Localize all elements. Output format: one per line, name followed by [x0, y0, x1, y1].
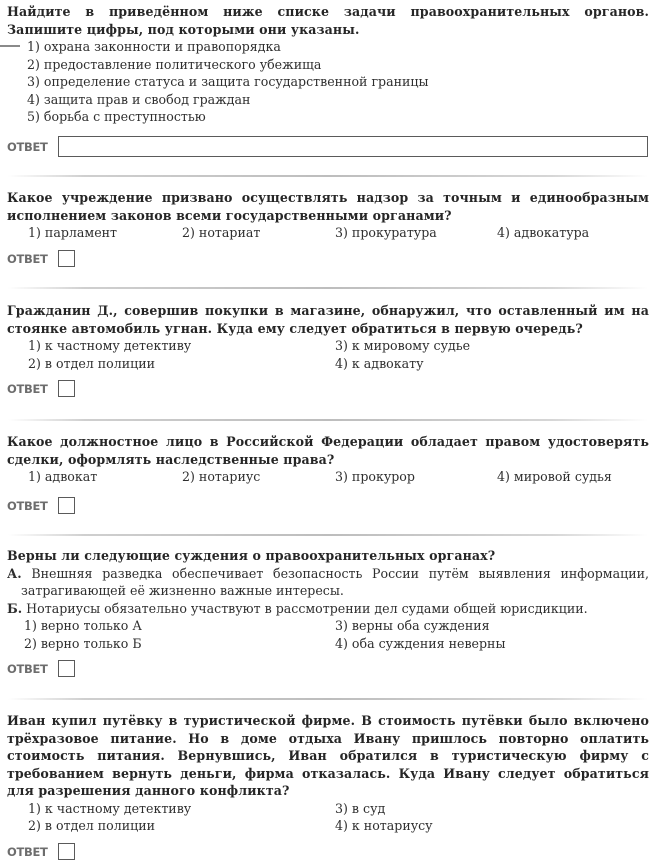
- option-1: 1) к частному детективу: [28, 800, 192, 816]
- options-row: [7, 468, 649, 486]
- answer-input-box[interactable]: [58, 250, 75, 267]
- task-4: [7, 433, 649, 486]
- option-1: 1) верно только А: [24, 618, 142, 633]
- option-2: 2) предоставление политического убежища: [27, 56, 322, 72]
- question-text: Иван купил путёвку в туристической фирме. В стоимость путёвки было включено трёхразовое питание. Но в доме отдыха Ивану пришлось повторно оплатить стоимость питания. Вернувшись, Иван обратился в туристическую фирму с требованием вернуть деньги, фирма отказалась. Куда Ивану следует обратиться для разрешения данного конфликта?: [7, 713, 649, 798]
- option-4: 4) мировой судья: [497, 469, 612, 484]
- option-4: 4) к адвокату: [335, 355, 424, 371]
- task-5: [7, 547, 649, 652]
- option-2: 2) нотариат: [182, 225, 261, 240]
- option-2: 2) в отдел полиции: [28, 818, 156, 833]
- answer-input-box[interactable]: [58, 843, 75, 860]
- answer-label: ОТВЕТ: [7, 251, 48, 266]
- option-4: 4) оба суждения неверны: [335, 635, 506, 651]
- options-row: [7, 224, 649, 242]
- option-3: 3) прокуратура: [335, 225, 437, 240]
- option-1: 1) к частному детективу: [28, 338, 192, 353]
- answer-label: ОТВЕТ: [7, 661, 48, 676]
- option-2: 2) в отдел полиции: [28, 355, 156, 371]
- option-5: 5) борьба с преступностью: [27, 109, 206, 124]
- statement-text: Внешняя разведка обеспечивает безопасность России путём выявления информации, затрагивающей её жизненно важные интересы.: [21, 565, 649, 598]
- option-3: 3) определение статуса и защита государственной границы: [27, 74, 429, 89]
- question-text: Какое учреждение призвано осуществлять надзор за точным и единообразным исполнением законов всеми государственными органами?: [7, 190, 649, 223]
- section-divider: [8, 419, 648, 421]
- answer-label: ОТВЕТ: [7, 381, 48, 396]
- options-grid: [7, 617, 649, 652]
- option-1: 1) парламент: [28, 225, 118, 240]
- question-text: Гражданин Д., совершив покупки в магазине, обнаружил, что оставленный им на стоянке автомобиль угнан. Куда ему следует обратиться в первую очередь?: [7, 303, 649, 336]
- answer-row-2: [7, 250, 75, 267]
- section-divider: [8, 287, 648, 289]
- answer-row-4: [7, 497, 75, 514]
- question-text: Какое должностное лицо в Российской Федерации обладает правом удостоверять сделки, оформлять наследственные права?: [7, 434, 649, 467]
- task-1: [7, 3, 649, 126]
- section-divider: [8, 698, 648, 700]
- option-1: 1) адвокат: [28, 469, 98, 484]
- option-2: 2) нотариус: [182, 469, 261, 484]
- answer-row-1: [7, 136, 648, 157]
- statement-mark: А.: [7, 565, 22, 581]
- option-4: 4) к нотариусу: [335, 818, 433, 833]
- answer-row-5: [7, 660, 75, 677]
- answer-label: ОТВЕТ: [7, 498, 48, 513]
- option-3: 3) к мировому судье: [335, 338, 471, 353]
- section-divider: [8, 175, 648, 177]
- option-3: 3) прокурор: [335, 469, 415, 484]
- answer-row-3: [7, 380, 75, 397]
- options-grid: [7, 337, 649, 372]
- task-6: [7, 712, 649, 835]
- question-text: Найдите в приведённом ниже списке задачи правоохранительных органов. Запишите цифры, под которыми они указаны.: [7, 4, 649, 37]
- option-4: 4) адвокатура: [497, 225, 590, 240]
- answer-label: ОТВЕТ: [7, 139, 48, 154]
- options-grid: [7, 800, 649, 835]
- statement-text: Нотариусы обязательно участвуют в рассмотрении дел судами общей юрисдикции.: [26, 600, 588, 616]
- statement-mark: Б.: [7, 600, 23, 616]
- answer-label: ОТВЕТ: [7, 844, 48, 859]
- answer-input-box[interactable]: [58, 380, 75, 397]
- section-divider: [8, 534, 648, 536]
- option-1: 1) охрана законности и правопорядка: [27, 39, 281, 54]
- answer-input-box[interactable]: [58, 660, 75, 677]
- option-2: 2) верно только Б: [24, 635, 142, 651]
- option-3: 3) в суд: [335, 800, 386, 816]
- statement-b: [7, 600, 649, 618]
- answer-input-box[interactable]: [58, 497, 75, 514]
- answer-row-6: [7, 843, 75, 860]
- option-4: 4) защита прав и свобод граждан: [27, 91, 251, 107]
- task-3: [7, 302, 649, 372]
- answer-input-long[interactable]: [58, 136, 648, 157]
- question-text: Верны ли следующие суждения о правоохранительных органах?: [7, 548, 496, 563]
- task-2: [7, 189, 649, 242]
- statement-a: [7, 565, 649, 600]
- option-3: 3) верны оба суждения: [335, 618, 490, 633]
